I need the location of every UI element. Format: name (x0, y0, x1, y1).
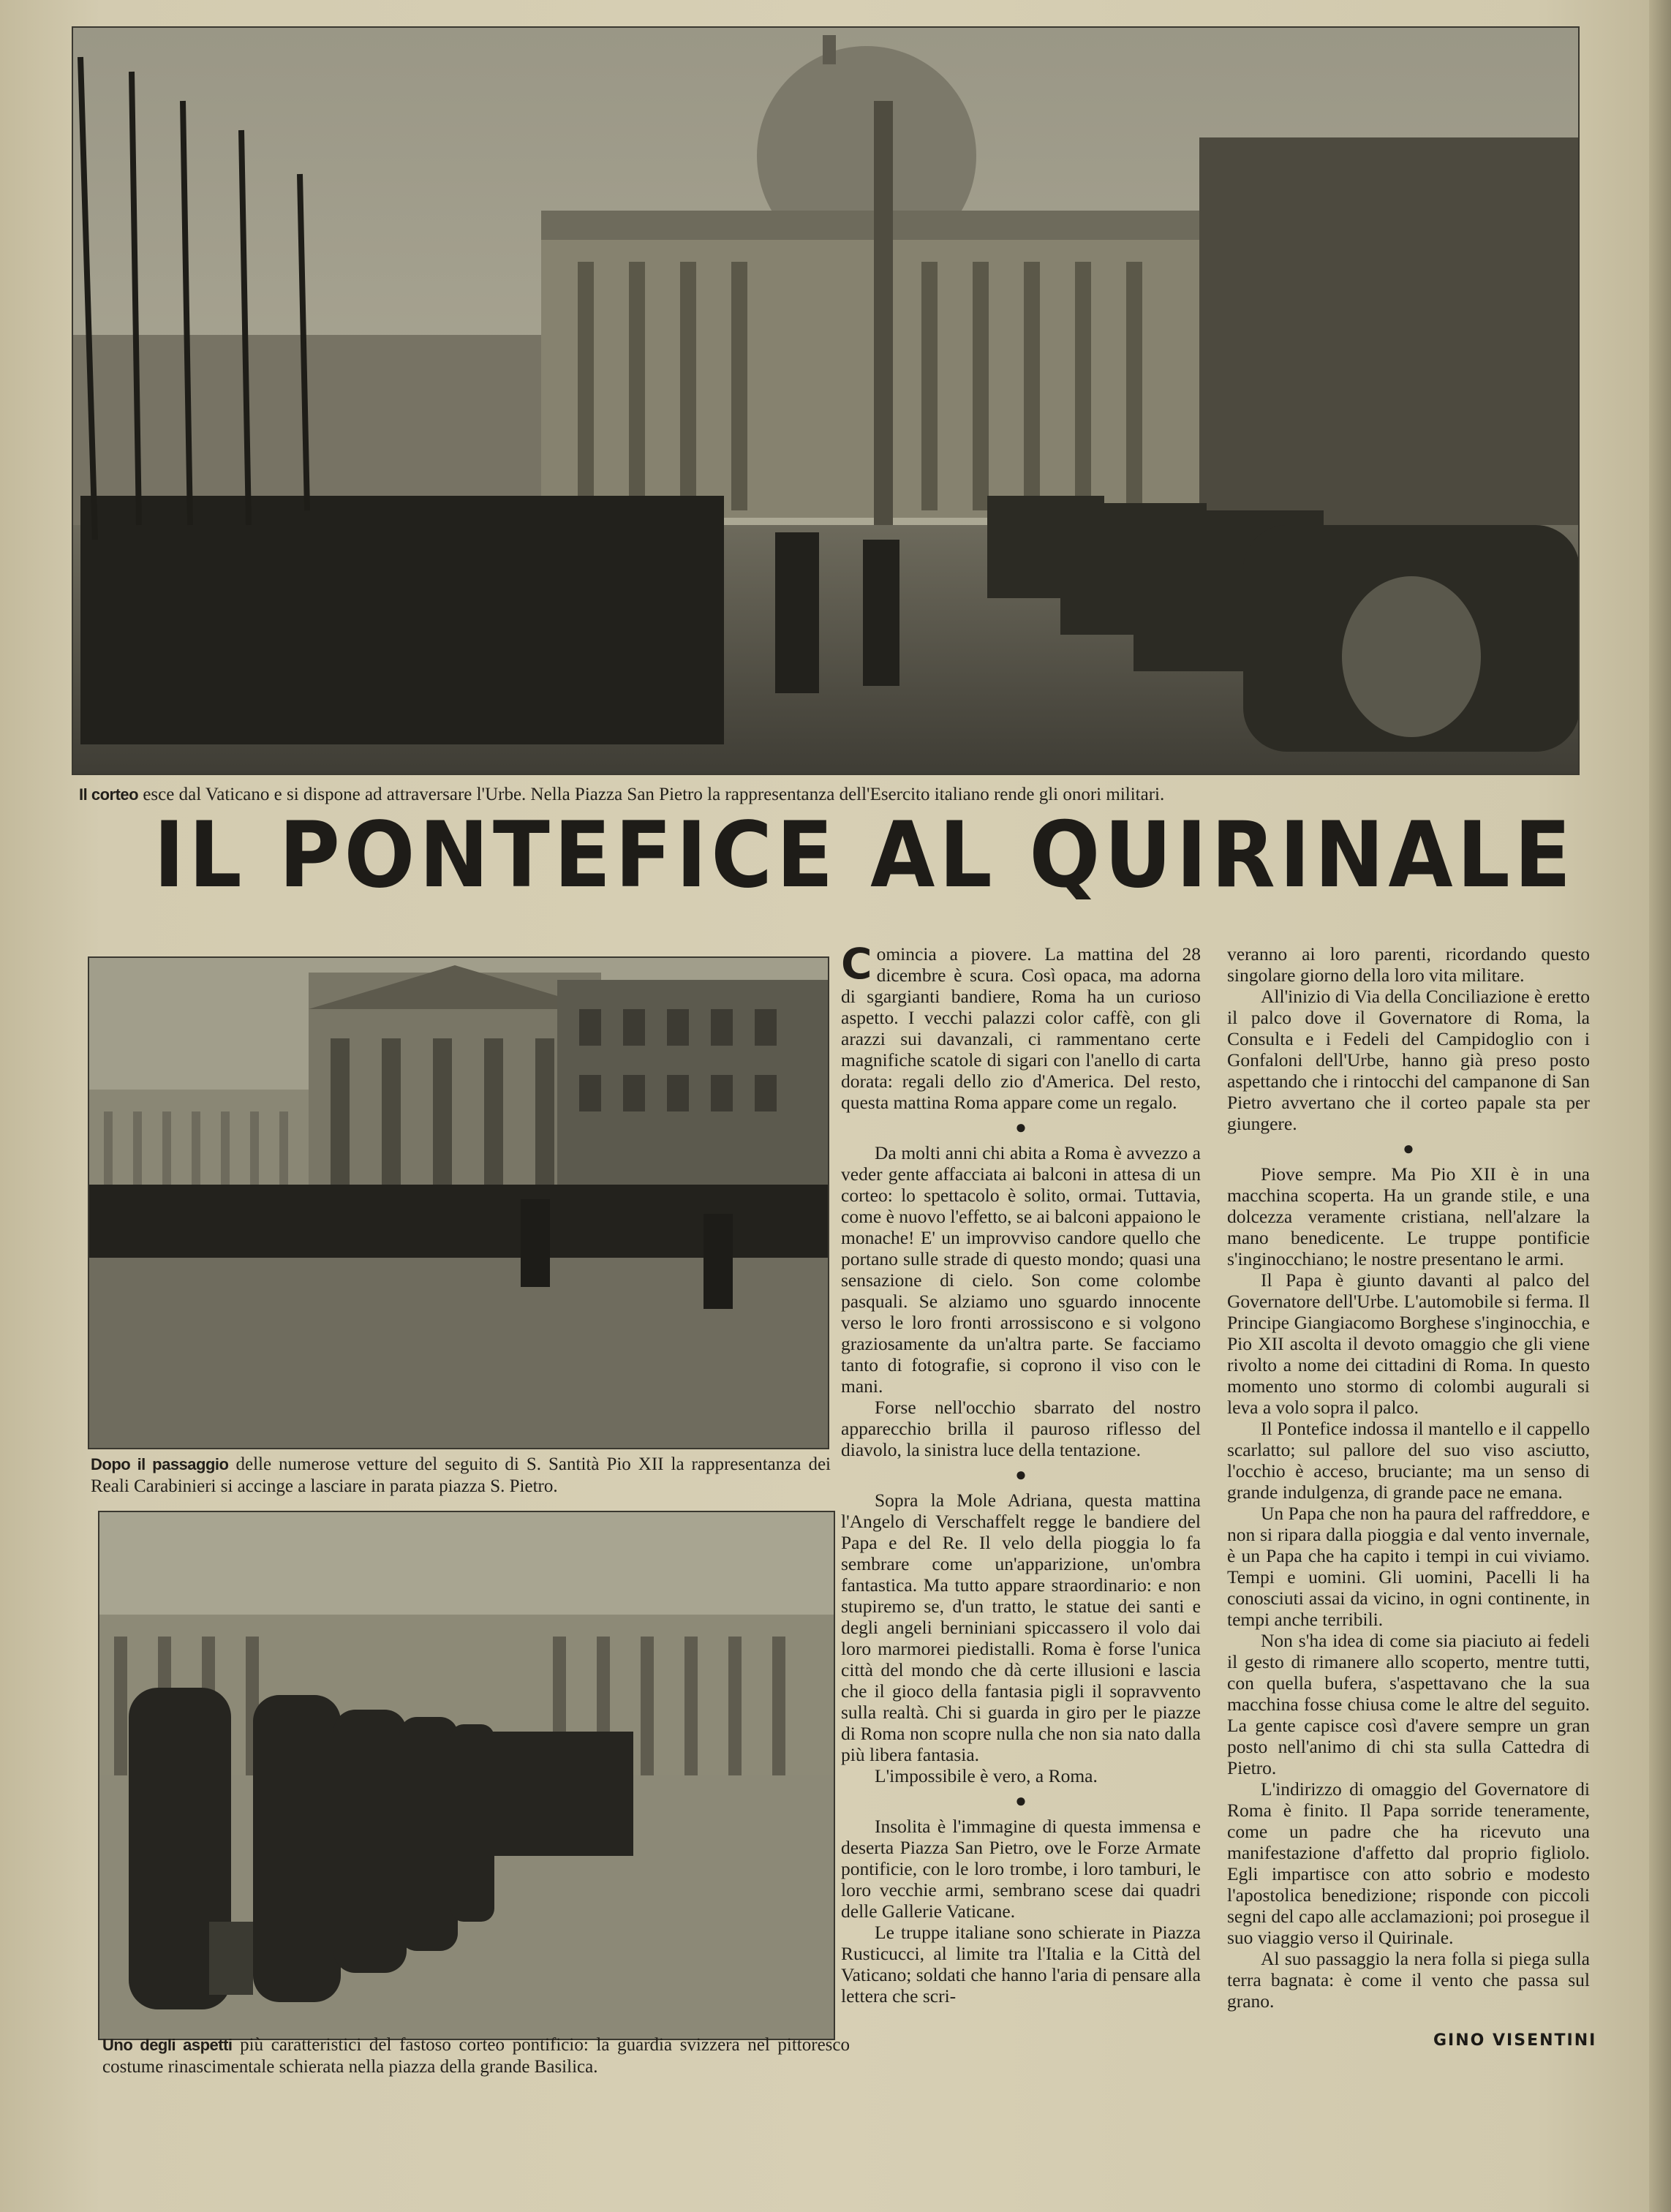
caption-bottom-photo (102, 2034, 850, 2078)
article-paragraph: L'indirizzo di omaggio del Governatore di Roma è finito. Il Papa sorride teneramente, come un padre che ha ricevuto una manifestazione d'affetto dal proprio figliolo. Egli impartisce con atto sobrio e modesto l'apostolica benedizione; risponde con piccoli segni del capo alle acclamazioni; poi prosegue il suo viaggio verso il Quirinale. (1227, 1778, 1590, 1948)
article-paragraph: Insolita è l'immagine di questa immensa e deserta Piazza San Pietro, ove le Forze Armate pontificie, con le loro trombe, i loro tamburi, le loro vecchie armi, sembrano scese dai quadri delle Gallerie Vaticane. (841, 1816, 1201, 1922)
article-paragraph: Non s'ha idea di come sia piaciuto ai fedeli il gesto di rimanere allo scoperto, mentre tutti, con quella bufera, s'aspettavano che la sua macchina fosse chiusa come le altre del seguito. La gente capisce così d'avere sempre un gran posto nell'animo di chi sta sulla Cattedra di Pietro. (1227, 1630, 1590, 1778)
page-edge (1649, 0, 1671, 2212)
separator-bullet: ● (1403, 1138, 1414, 1159)
article-paragraph: All'inizio di Via della Conciliazione è eretto il palco dove il Governatore di Roma, la Consulta e i Fedeli del Campidoglio con i Gonfaloni dell'Urbe, hanno già preso posto aspettando che i rintocchi del campanone di San Pietro avvertano che il corteo papale sta per giungere. (1227, 986, 1590, 1134)
article-paragraph: Sopra la Mole Adriana, questa mattina l'Angelo di Verschaffelt regge le bandiere del Papa e del Re. Il velo della pioggia lo fa sembrare come un'apparizione, un'ombra fantastica. Ma tutto appare straordinario: e non stupiremo se, d'un tratto, le statue dei santi e degli angeli berniniani spiccassero il volo dai loro marmorei piedistalli. Roma è forse l'unica città del mondo che dà certe illusioni e lascia che il gioco della fantasia pigli il sopravvento sulla realtà. Chi si guarda in giro per le piazze di Roma non scopre nulla che non sia nato dalla più libera fantasia. (841, 1490, 1201, 1765)
caption-bottom-lead: Uno degli aspetti (102, 2036, 233, 2054)
article-paragraph: Forse nell'occhio sbarrato del nostro apparecchio brilla il pauroso riflesso del diavolo, la sinistra luce della tentazione. (841, 1397, 1201, 1460)
article-paragraph: Al suo passaggio la nera folla si piega sulla terra bagnata: è come il vento che passa sul grano. (1227, 1948, 1590, 2012)
photo-swiss-guard (99, 1512, 834, 2039)
article-paragraph: Piove sempre. Ma Pio XII è in una macchina scoperta. Ha un grande stile, e una dolcezza veramente cristiana, nell'alzare la mano benedicente. Le truppe pontificie s'inginocchiano; le nostre presentano le armi. (1227, 1163, 1590, 1269)
caption-bottom-text: più caratteristici del fastoso corteo pontificio: la guardia svizzera nel pittoresco costume rinascimentale schierata nella piazza della grande Basilica. (102, 2035, 850, 2077)
article-text: omincia a piovere. La mattina del 28 dicembre è scura. Così opaca, ma adorna di sgargianti bandiere, Roma ha un curioso aspetto. I vecchi palazzi color caffè, con gli arazzi sui davanzali, ci rammentano certe magnifiche scatole di sigari con l'anello di carta dorata: regali dello zio d'America. Del resto, questa mattina Roma appare come un regalo. (841, 943, 1201, 1113)
headline: IL PONTEFICE AL QUIRINALE (154, 803, 1575, 908)
article-paragraph: Un Papa che non ha paura del raffreddore, e non si ripara dalla pioggia e dal vento invernale, è un Papa che ha capito i tempi in cui viviamo. Tempi e uomini. Gli uomini, Pacelli li ha conosciuti assai da vicino, in ogni continente, in tempi anche terribili. (1227, 1503, 1590, 1630)
photo-carabinieri-parade (89, 958, 828, 1448)
separator-bullet: ● (1015, 1117, 1027, 1138)
photo-carabinieri-parade-image (89, 958, 828, 1448)
separator-bullet: ● (1015, 1790, 1027, 1811)
separator-bullet: ● (1015, 1464, 1027, 1485)
article-paragraph: Il Pontefice indossa il mantello e il cappello scarlatto; sul pallore del suo viso asciutto, l'occhio è acceso, bruciante; ma un senso di grande indulgenza, di grande pace ne emana. (1227, 1418, 1590, 1503)
dropcap: C (841, 939, 872, 989)
photo-swiss-guard-image (99, 1512, 834, 2039)
article-paragraph: Le truppe italiane sono schierate in Piazza Rusticucci, al limite tra l'Italia e la Città del Vaticano; soldati che hanno l'aria di pensare alla lettera che scri- (841, 1922, 1201, 2007)
caption-middle-photo (91, 1454, 831, 1498)
article-paragraph: L'impossibile è vero, a Roma. (875, 1765, 1098, 1786)
caption-middle-text: delle numerose vetture del seguito di S. Santità Pio XII la rappresentanza dei Reali Carabinieri si accinge a lasciare in parata piazza S. Pietro. (91, 1454, 831, 1496)
caption-top-text: esce dal Vaticano e si dispone ad attraversare l'Urbe. Nella Piazza San Pietro la rappresentanza dell'Esercito italiano rende gli onori militari. (138, 785, 1165, 804)
article-column-1 (841, 939, 1201, 2007)
photo-st-peters-square (73, 28, 1578, 774)
article-paragraph: Il Papa è giunto davanti al palco del Governatore dell'Urbe. L'automobile si ferma. Il Principe Giangiacomo Borghese s'inginocchia, e Pio XII ascolta il devoto omaggio che gli viene rivolto a nome dei cittadini di Roma. In questo momento uno stormo di colombi augurali si leva a volo sopra il palco. (1227, 1269, 1590, 1418)
photo-st-peters-square-image (73, 28, 1578, 774)
article-column-2 (1227, 943, 1590, 2012)
author-signature: GINO VISENTINI (1433, 2031, 1597, 2050)
article-paragraph (841, 939, 1201, 1113)
caption-top-lead: Il corteo (79, 785, 139, 804)
article-paragraph: Da molti anni chi abita a Roma è avvezzo a veder gente affacciata ai balconi in attesa di un corteo: lo spettacolo è solito, ormai. Tuttavia, come è nuovo l'effetto, se ai balconi appaiono le monache! E' un improvviso candore quello che portano sulle strade di questo mondo; quasi una sensazione di cielo. Son come colombe pasquali. Se alziamo uno sguardo innocente verso le loro fronti arrossiscono e si volgono graziosamente da un'altra parte. Se facciamo tanto di fotografie, si coprono il viso con le mani. (841, 1142, 1201, 1397)
caption-middle-lead: Dopo il passaggio (91, 1455, 229, 1473)
article-paragraph: veranno ai loro parenti, ricordando questo singolare giorno della loro vita militare. (1227, 943, 1590, 986)
